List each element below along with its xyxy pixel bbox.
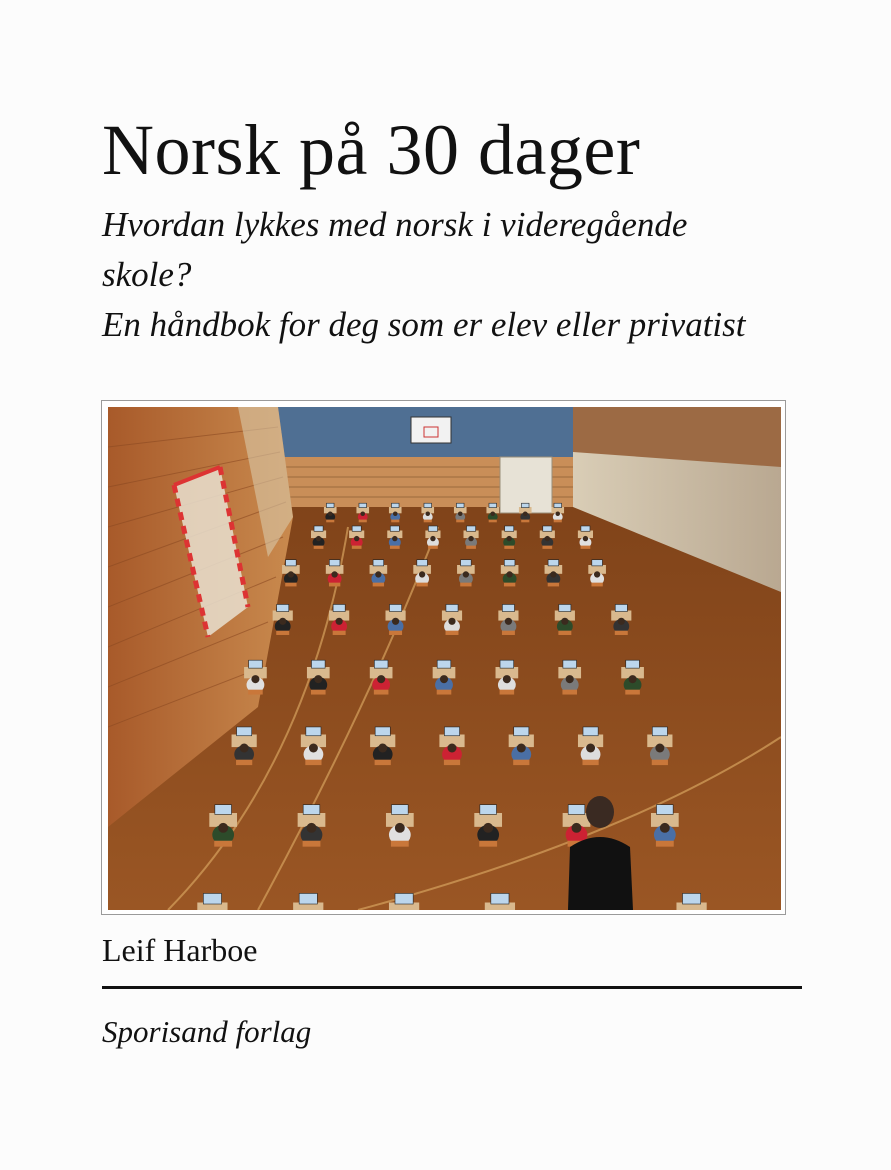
subtitle-line-1: Hvordan lykkes med norsk i videregående (102, 205, 688, 244)
exam-hall-photo (108, 407, 781, 910)
divider-rule (102, 986, 802, 989)
book-subtitle (102, 200, 802, 350)
subtitle-line-2: skole? (102, 255, 192, 294)
subtitle-line-3: En håndbok for deg som er elev eller privatist (102, 305, 746, 344)
cover-photo (101, 400, 786, 915)
publisher-name: Sporisand forlag (102, 1014, 312, 1049)
author-name: Leif Harboe (102, 932, 258, 968)
book-title: Norsk på 30 dager (102, 110, 641, 190)
